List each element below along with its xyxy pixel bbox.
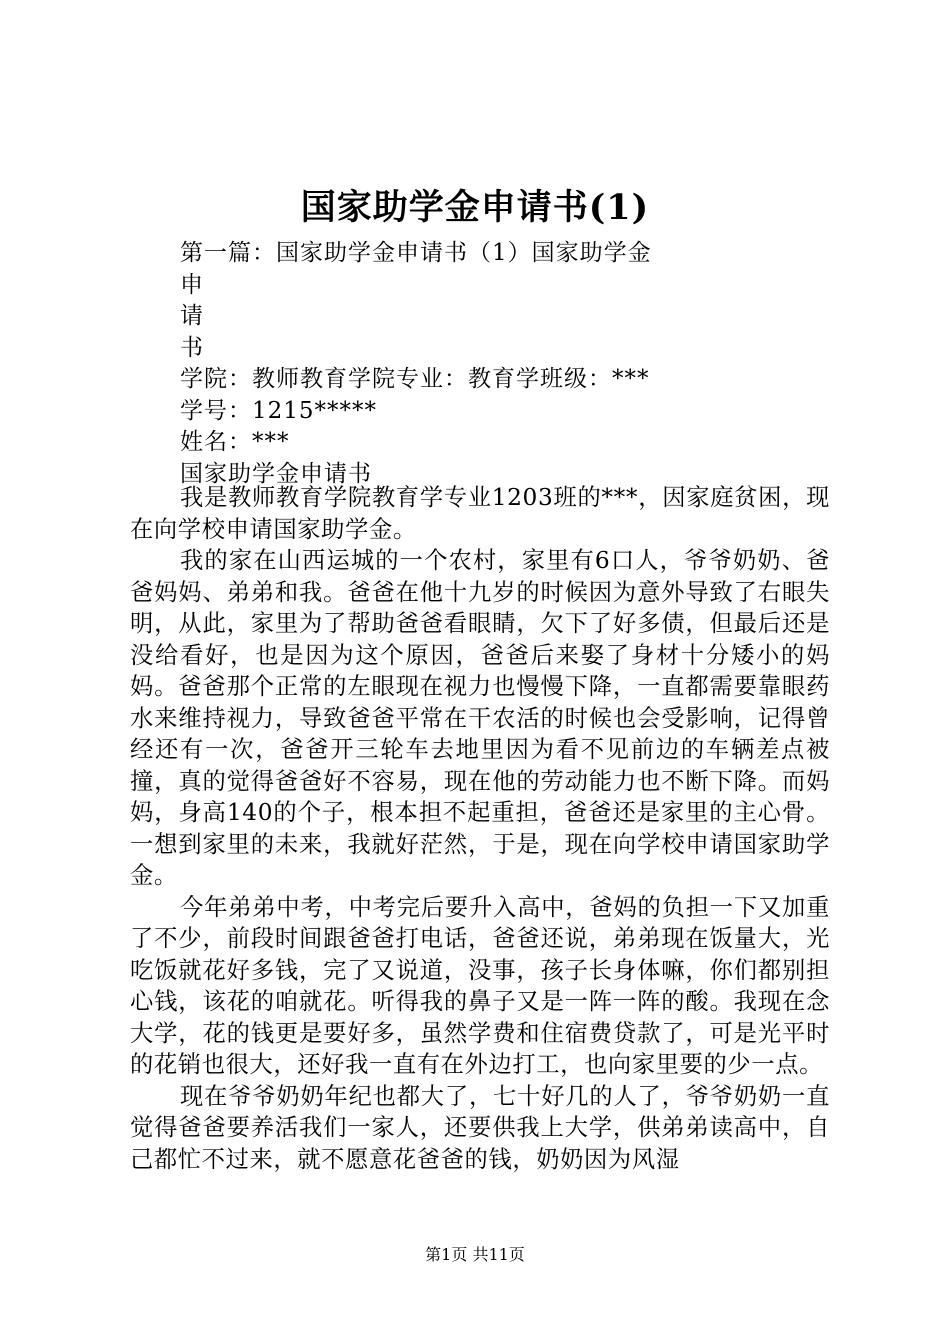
header-line-name: 姓名：*** xyxy=(180,429,290,455)
header-line-college: 学院：教师教育学院专业：教育学班级：*** xyxy=(180,366,650,392)
document-title: 国家助学金申请书(1) xyxy=(300,187,650,228)
header-line: 书 xyxy=(180,334,204,361)
document-body xyxy=(130,482,830,1175)
header-line-subtitle: 国家助学金申请书 xyxy=(180,460,372,487)
header-line: 申 xyxy=(180,271,204,298)
body-paragraph: 现在爷爷奶奶年纪也都大了，七十好几的人了，爷爷奶奶一直觉得爸爸要养活我们一家人，还要供我上大学，供弟弟读高中，自己都忙不过来，就不愿意花爸爸的钱，奶奶因为风湿 xyxy=(130,1082,830,1173)
document-header-block xyxy=(180,238,820,490)
header-line: 第一篇：国家助学金申请书（1）国家助学金 xyxy=(180,240,652,266)
body-paragraph: 我是教师教育学院教育学专业1203班的***，因家庭贫困，现在向学校申请国家助学金。 xyxy=(130,484,830,543)
header-line: 请 xyxy=(180,303,204,329)
body-paragraph: 今年弟弟中考，中考完后要升入高中，爸妈的负担一下又加重了不少，前段时间跟爸爸打电话，爸爸还说，弟弟现在饭量大，光吃饭就花好多钱，完了又说道，没事，孩子长身体嘛，你们都别担心钱，该花的咱就花。听得我的鼻子又是一阵一阵的酸。我现在念大学，花的钱更是要好多，虽然学费和住宿费贷款了，可是光平时的花销也很大，还好我一直有在外边打工，也向家里要的少一点。 xyxy=(130,893,830,1078)
page-footer: 第1页 共11页 xyxy=(425,1245,525,1264)
body-paragraph: 我的家在山西运城的一个农村，家里有6口人，爷爷奶奶、爸爸妈妈、弟弟和我。爸爸在他十九岁的时候因为意外导致了右眼失明，从此，家里为了帮助爸爸看眼睛，欠下了好多债，但最后还是没给看好，也是因为这个原因，爸爸后来娶了身材十分矮小的妈妈。爸爸那个正常的左眼现在视力也慢慢下降，一直都需要靠眼药水来维持视力，导致爸爸平常在干农活的时候也会受影响，记得曾经还有一次，爸爸开三轮车去地里因为看不见前边的车辆差点被撞，真的觉得爸爸好不容易，现在他的劳动能力也不断下降。而妈妈，身高140的个子，根本担不起重担，爸爸还是家里的主心骨。一想到家里的未来，我就好茫然，于是，现在向学校申请国家助学金。 xyxy=(130,547,830,889)
header-line-student-id: 学号：1215***** xyxy=(180,397,378,424)
